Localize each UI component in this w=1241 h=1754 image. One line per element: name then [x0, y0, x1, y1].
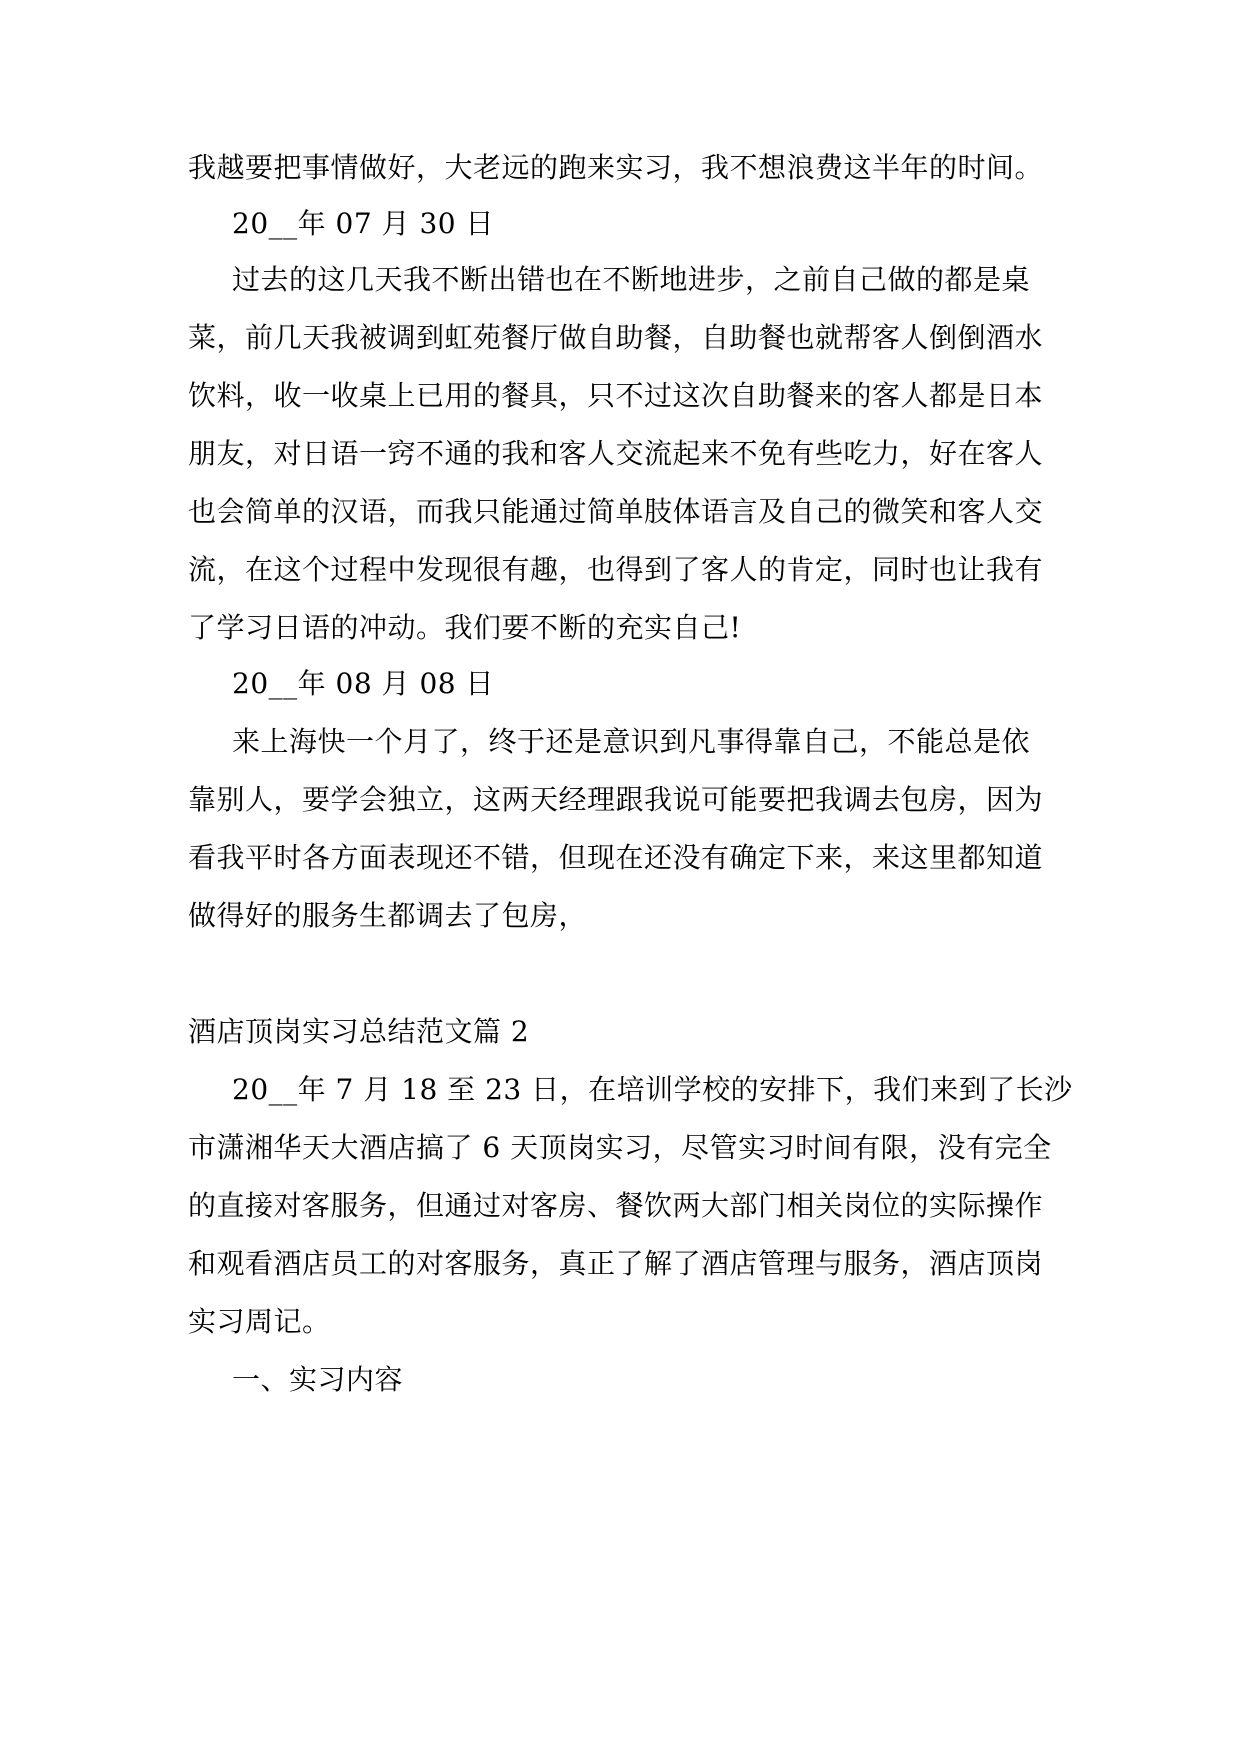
paragraph-line: 饮料，收一收桌上已用的餐具，只不过这次自助餐来的客人都是日本: [188, 379, 1044, 412]
paragraph-line: 和观看酒店员工的对客服务，真正了解了酒店管理与服务，酒店顶岗: [188, 1247, 1044, 1280]
paragraph-line: 的直接对客服务，但通过对客房、餐饮两大部门相关岗位的实际操作: [188, 1189, 1044, 1222]
paragraph-line: 过去的这几天我不断出错也在不断地进步，之前自己做的都是桌: [232, 263, 1031, 296]
paragraph-line: 20__年 7 月 18 至 23 日，在培训学校的安排下，我们来到了长沙: [232, 1073, 1073, 1106]
paragraph-line: 也会简单的汉语，而我只能通过简单肢体语言及自己的微笑和客人交: [188, 495, 1044, 528]
paragraph-line: 来上海快一个月了，终于还是意识到凡事得靠自己，不能总是依: [232, 725, 1031, 758]
paragraph-line: 看我平时各方面表现还不错，但现在还没有确定下来，来这里都知道: [188, 841, 1044, 874]
section-title: 酒店顶岗实习总结范文篇 2: [188, 1015, 530, 1048]
date-heading: 20__年 07 月 30 日: [232, 207, 494, 240]
paragraph-line: 我越要把事情做好，大老远的跑来实习，我不想浪费这半年的时间。: [188, 151, 1044, 184]
paragraph-line: 实习周记。: [188, 1305, 331, 1338]
subsection-heading: 一、实习内容: [232, 1363, 404, 1396]
paragraph-line: 朋友，对日语一窍不通的我和客人交流起来不免有些吃力，好在客人: [188, 437, 1044, 470]
paragraph-line: 做得好的服务生都调去了包房，: [188, 899, 588, 932]
paragraph-line: 菜，前几天我被调到虹苑餐厅做自助餐，自助餐也就帮客人倒倒酒水: [188, 321, 1044, 354]
paragraph-line: 流，在这个过程中发现很有趣，也得到了客人的肯定，同时也让我有: [188, 553, 1044, 586]
paragraph-line: 靠别人，要学会独立，这两天经理跟我说可能要把我调去包房，因为: [188, 783, 1044, 816]
date-heading: 20__年 08 月 08 日: [232, 667, 494, 700]
paragraph-line: 市潇湘华天大酒店搞了 6 天顶岗实习，尽管实习时间有限，没有完全: [188, 1131, 1052, 1164]
paragraph-line: 了学习日语的冲动。我们要不断的充实自己!: [188, 611, 742, 644]
